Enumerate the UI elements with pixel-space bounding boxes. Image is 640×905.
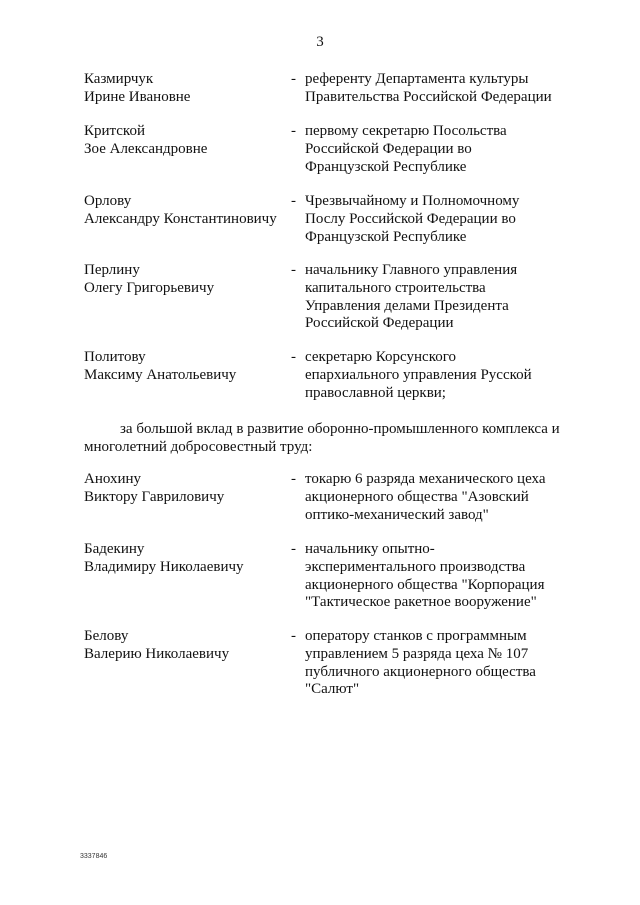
position-line: православной церкви; xyxy=(305,384,446,401)
recipient-position xyxy=(305,471,575,524)
recipient-surname: Критской xyxy=(84,123,145,139)
recipient-position xyxy=(305,71,575,107)
recipient-surname: Анохину xyxy=(84,471,142,487)
recipient-position xyxy=(305,628,575,699)
position-line: Послу Российской Федерации во xyxy=(305,210,516,227)
section-intro xyxy=(84,420,566,456)
recipient-name xyxy=(84,193,284,229)
position-line: начальнику опытно- xyxy=(305,541,435,557)
position-line: секретарю Корсунского xyxy=(305,349,457,365)
recipient-name xyxy=(84,71,284,107)
position-line: Управления делами Президента xyxy=(305,297,509,314)
position-line: начальнику Главного управления xyxy=(305,262,518,278)
dash-separator: - xyxy=(291,349,296,365)
recipient-given-names: Максиму Анатольевичу xyxy=(84,366,237,383)
recipient-surname: Бадекину xyxy=(84,541,145,557)
dash-separator: - xyxy=(291,541,296,557)
position-line: "Салют" xyxy=(305,681,360,698)
dash-separator: - xyxy=(291,193,296,209)
recipient-position xyxy=(305,541,575,612)
position-line: оптико-механический завод" xyxy=(305,506,489,523)
recipient-position xyxy=(305,349,575,402)
recipient-given-names: Ирине Ивановне xyxy=(84,88,191,105)
position-line: публичного акционерного общества xyxy=(305,663,536,680)
recipient-given-names: Виктору Гавриловичу xyxy=(84,488,225,505)
position-line: управлением 5 разряда цеха № 107 xyxy=(305,645,529,662)
position-line: референту Департамента культуры xyxy=(305,71,529,87)
position-line: первому секретарю Посольства xyxy=(305,123,507,139)
position-line: Российской Федерации xyxy=(305,315,454,332)
section-intro-line: за большой вклад в развитие оборонно-промышленного комплекса и xyxy=(120,421,560,437)
recipient-surname: Казмирчук xyxy=(84,71,154,87)
recipient-given-names: Олегу Григорьевичу xyxy=(84,279,215,296)
recipient-surname: Орлову xyxy=(84,193,132,209)
dash-separator: - xyxy=(291,262,296,278)
position-line: "Тактическое ракетное вооружение" xyxy=(305,594,537,611)
recipient-name xyxy=(84,349,284,385)
position-line: капитального строительства xyxy=(305,279,486,296)
recipient-name xyxy=(84,262,284,298)
position-line: оператору станков с программным xyxy=(305,628,527,644)
dash-separator: - xyxy=(291,123,296,139)
recipient-position xyxy=(305,262,575,333)
section-intro-line: многолетний добросовестный труд: xyxy=(84,439,313,455)
position-line: акционерного общества "Азовский xyxy=(305,488,529,505)
document-code: 3337846 xyxy=(80,853,108,860)
page-number: 3 xyxy=(316,34,324,50)
recipient-position xyxy=(305,123,575,176)
recipient-surname: Перлину xyxy=(84,262,140,278)
recipient-name xyxy=(84,471,284,507)
recipient-name xyxy=(84,123,284,159)
dash-separator: - xyxy=(291,628,296,644)
position-line: Французской Республике xyxy=(305,158,467,175)
position-line: акционерного общества "Корпорация xyxy=(305,576,545,593)
dash-separator: - xyxy=(291,471,296,487)
recipient-given-names: Зое Александровне xyxy=(84,140,208,157)
position-line: Французской Республике xyxy=(305,228,467,245)
recipient-surname: Политову xyxy=(84,349,146,365)
position-line: экспериментального производства xyxy=(305,558,526,575)
recipient-name xyxy=(84,541,284,577)
recipient-given-names: Валерию Николаевичу xyxy=(84,645,230,662)
position-line: Правительства Российской Федерации xyxy=(305,88,552,105)
position-line: токарю 6 разряда механического цеха xyxy=(305,471,546,487)
dash-separator: - xyxy=(291,71,296,87)
recipient-surname: Белову xyxy=(84,628,129,644)
recipient-given-names: Владимиру Николаевичу xyxy=(84,558,244,575)
recipient-given-names: Александру Константиновичу xyxy=(84,210,277,227)
recipient-position xyxy=(305,193,575,246)
recipient-name xyxy=(84,628,284,664)
position-line: епархиального управления Русской xyxy=(305,366,532,383)
position-line: Российской Федерации во xyxy=(305,140,472,157)
position-line: Чрезвычайному и Полномочному xyxy=(305,193,520,209)
